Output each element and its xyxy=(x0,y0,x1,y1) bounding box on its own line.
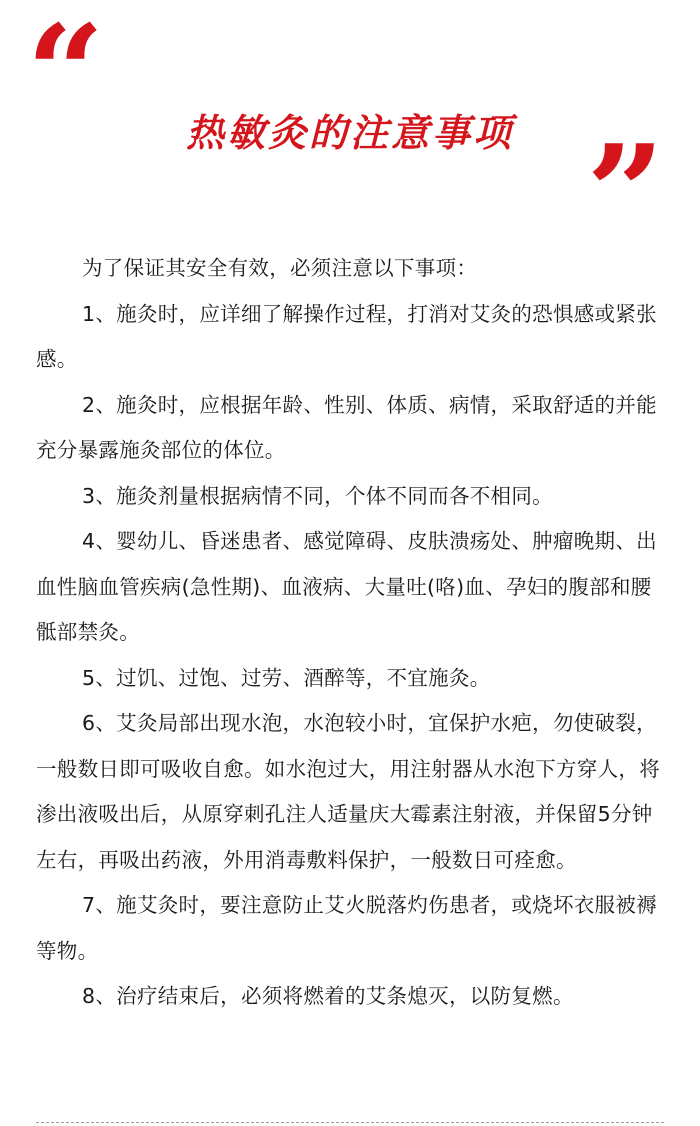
item-8: 8、治疗结束后，必须将燃着的艾条熄灭，以防复燃。 xyxy=(82,984,574,1008)
item-5: 5、过饥、过饱、过劳、酒醉等，不宜施灸。 xyxy=(82,665,491,690)
item-7: 7、施艾灸时，要注意防止艾火脱落灼伤患者，或烧坏衣服被褥等物。 xyxy=(36,893,657,963)
bottom-dashed-divider xyxy=(36,1122,664,1123)
item-4: 4、婴幼儿、昏迷患者、感觉障碍、皮肤溃疡处、肿瘤晚期、出血性脑血管疾病(急性期)、血液病、大量吐(咯)血、孕妇的腹部和腰骶部禁灸。 xyxy=(36,529,657,644)
item-2: 2、施灸时，应根据年龄、性别、体质、病情，采取舒适的并能充分暴露施灸部位的体位。 xyxy=(36,392,657,462)
open-quote-mark: “ xyxy=(26,0,105,149)
article-body xyxy=(36,246,668,1020)
item-3: 3、施灸剂量根据病情不同，个体不同而各不相同。 xyxy=(82,483,553,508)
page-title: 热敏灸的注意事项 xyxy=(185,110,514,155)
item-1: 1、施灸时，应详细了解操作过程，打消对艾灸的恐惧感或紧张感。 xyxy=(36,301,657,371)
close-quote-mark: ” xyxy=(586,116,665,269)
item-6: 6、艾灸局部出现水泡，水泡较小时，宜保护水疤，勿使破裂，一般数日即可吸收自愈。如水泡过大，用注射器从水泡下方穿人，将渗出液吸出后，从原穿刺孔注人适量庆大霉素注射液，并保留5分钟左右，再吸出药液，外用消毒敷料保护，一般数日可痊愈。 xyxy=(36,711,660,872)
intro-paragraph: 为了保证其安全有效，必须注意以下事项： xyxy=(82,256,478,280)
